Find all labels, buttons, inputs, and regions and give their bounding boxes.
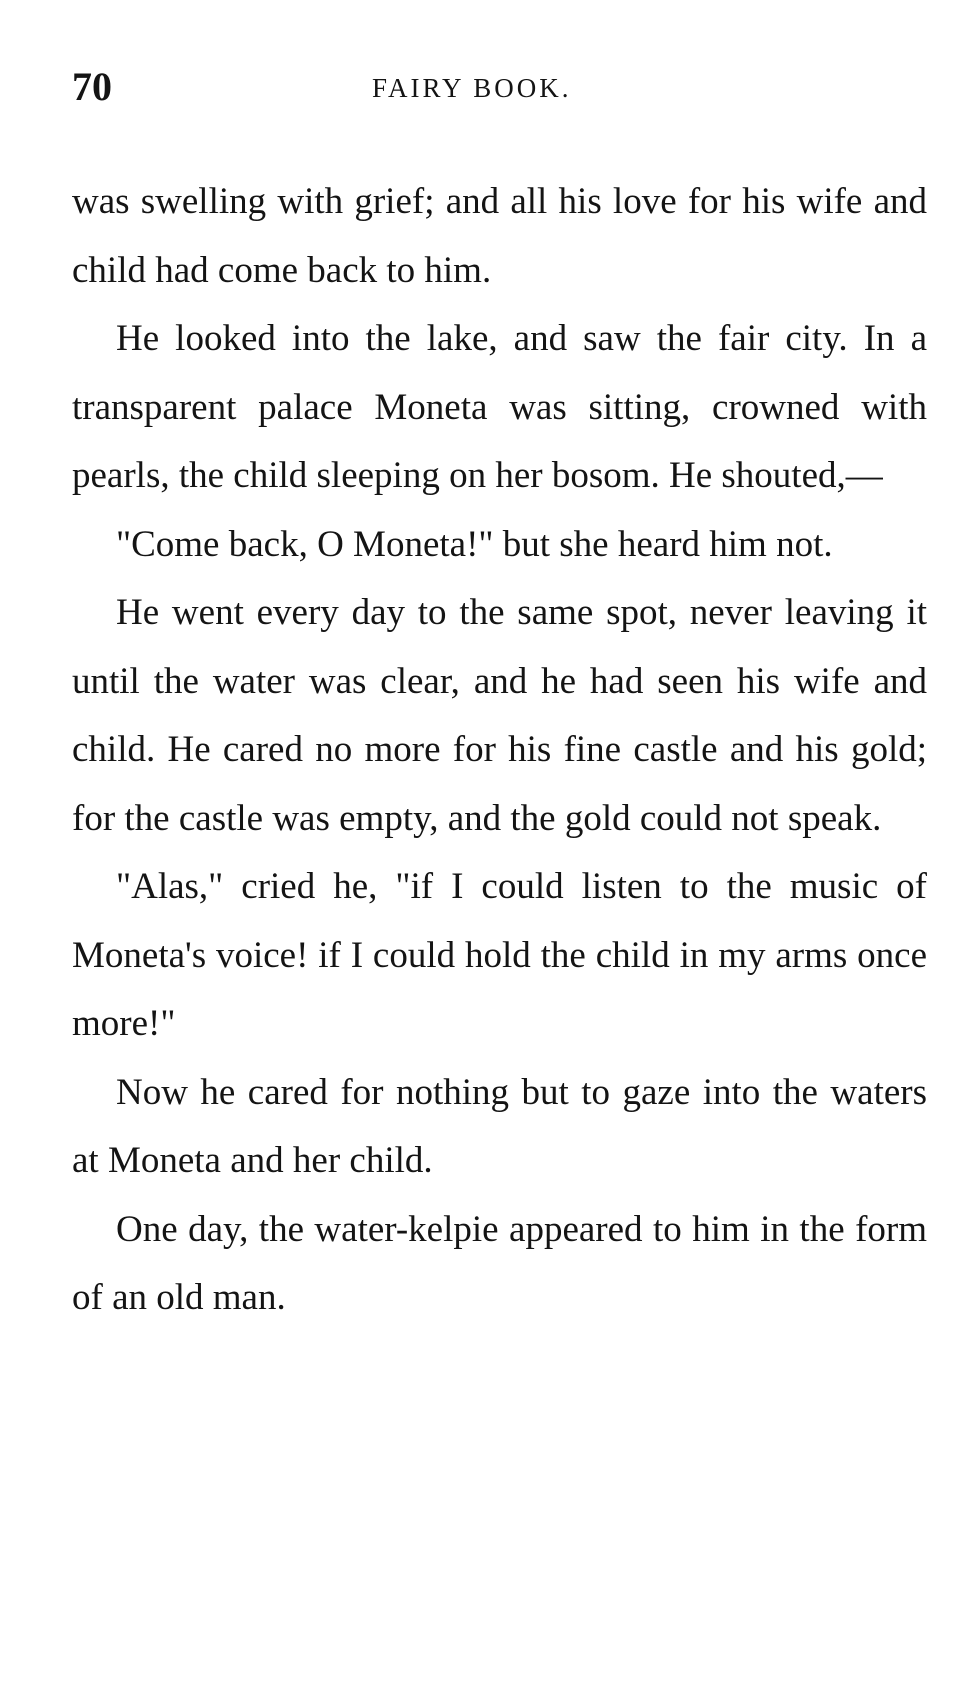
page-number: 70 — [72, 64, 112, 109]
paragraph: "Come back, O Moneta!" but she heard him not. — [116, 523, 833, 565]
paragraph: Now he cared for nothing but to gaze into the waters at Moneta and her child. — [72, 1071, 927, 1181]
running-head — [72, 62, 922, 112]
book-title: FAIRY BOOK. — [372, 73, 572, 103]
paragraph: He looked into the lake, and saw the fair city. In a transparent palace Moneta was sitting, crowned with pearls, the child sleeping on her bosom. He shouted,— — [72, 318, 927, 496]
paragraph: was swelling with grief; and all his love for his wife and child had come back to him. — [72, 181, 927, 291]
paragraph: One day, the water-kelpie appeared to him in the form of an old man. — [72, 1208, 927, 1318]
paragraph: "Alas," cried he, "if I could listen to the music of Moneta's voice! if I could hold the child in my arms once more!" — [72, 866, 927, 1044]
body-text — [72, 168, 927, 1333]
paragraph: He went every day to the same spot, never leaving it until the water was clear, and he had seen his wife and child. He cared no more for his fine castle and his gold; for the castle was empty, and the gold could not speak. — [72, 592, 927, 839]
